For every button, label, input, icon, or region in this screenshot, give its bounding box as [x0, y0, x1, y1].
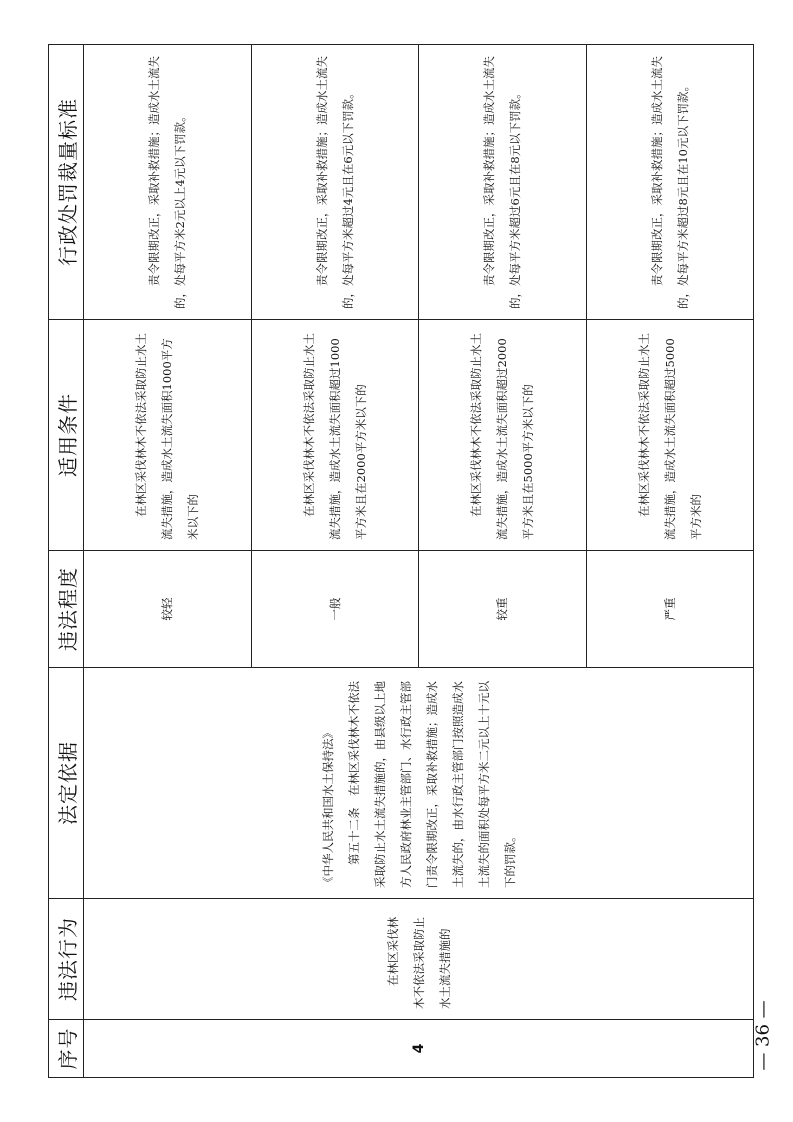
row-act-text: 在林区采伐林木不依法采取防止水土流失措施的 — [385, 917, 452, 1009]
standard-cell: 责令限期改正，采取补救措施；造成水土流失的，处每平方米超过8元且在10元以下罚款。 — [586, 45, 754, 320]
penalty-table — [48, 44, 754, 1078]
standard-cell: 责令限期改正，采取补救措施；造成水土流失的，处每平方米2元以上4元以下罚款。 — [84, 45, 252, 320]
row-number: 4 — [410, 1043, 427, 1054]
standard-cell: 责令限期改正，采取补救措施；造成水土流失的，处每平方米超过6元且在8元以下罚款。 — [419, 45, 587, 320]
degree-cell: 一般 — [251, 551, 419, 668]
degree-cell: 较重 — [419, 551, 587, 668]
condition-cell: 在林区采伐林木不依法采取防止水土流失措施，造成水土流失面积超过5000平方米的 — [586, 320, 754, 551]
row-act-cell — [84, 899, 754, 1020]
degree-cell: 较轻 — [84, 551, 252, 668]
row-basis-cell — [84, 668, 754, 899]
table-row — [84, 45, 252, 1078]
rotated-page — [48, 44, 754, 1078]
condition-cell: 在林区采伐林木不依法采取防止水土流失措施，造成水土流失面积1000平方米以下的 — [84, 320, 252, 551]
condition-cell: 在林区采伐林木不依法采取防止水土流失措施，造成水土流失面积超过2000平方米且在5000平方米以下的 — [419, 320, 587, 551]
header-basis: 法定依据 — [49, 668, 84, 899]
row-no-cell — [84, 1020, 754, 1078]
header-row — [49, 45, 84, 1078]
basis-law-article: 第五十二条 在林区采伐林木不依法采取防止水土流失措施的，由县级以上地方人民政府林业主管部门、水行政主管部门责令限期改正，采取补救措施；造成水土流失的，由水行政主管部门按照造成水土流失的面积处每平方米二元以上十元以下的罚款。 — [346, 681, 517, 888]
header-act: 违法行为 — [49, 899, 84, 1020]
page-number-text: — 36 — — [752, 999, 774, 1071]
header-no: 序号 — [49, 1020, 84, 1078]
header-condition: 适用条件 — [49, 320, 84, 551]
header-degree: 违法程度 — [49, 551, 84, 668]
condition-cell: 在林区采伐林木不依法采取防止水土流失措施，造成水土流失面积超过1000平方米且在2000平方米以下的 — [251, 320, 419, 551]
basis-law-title: 《中华人民共和国水土保持法》 — [320, 727, 335, 888]
degree-cell: 严重 — [586, 551, 754, 668]
standard-cell: 责令限期改正，采取补救措施；造成水土流失的，处每平方米超过4元且在6元以下罚款。 — [251, 45, 419, 320]
header-standard: 行政处罚裁量标准 — [49, 45, 84, 320]
page-number — [752, 1000, 774, 1070]
